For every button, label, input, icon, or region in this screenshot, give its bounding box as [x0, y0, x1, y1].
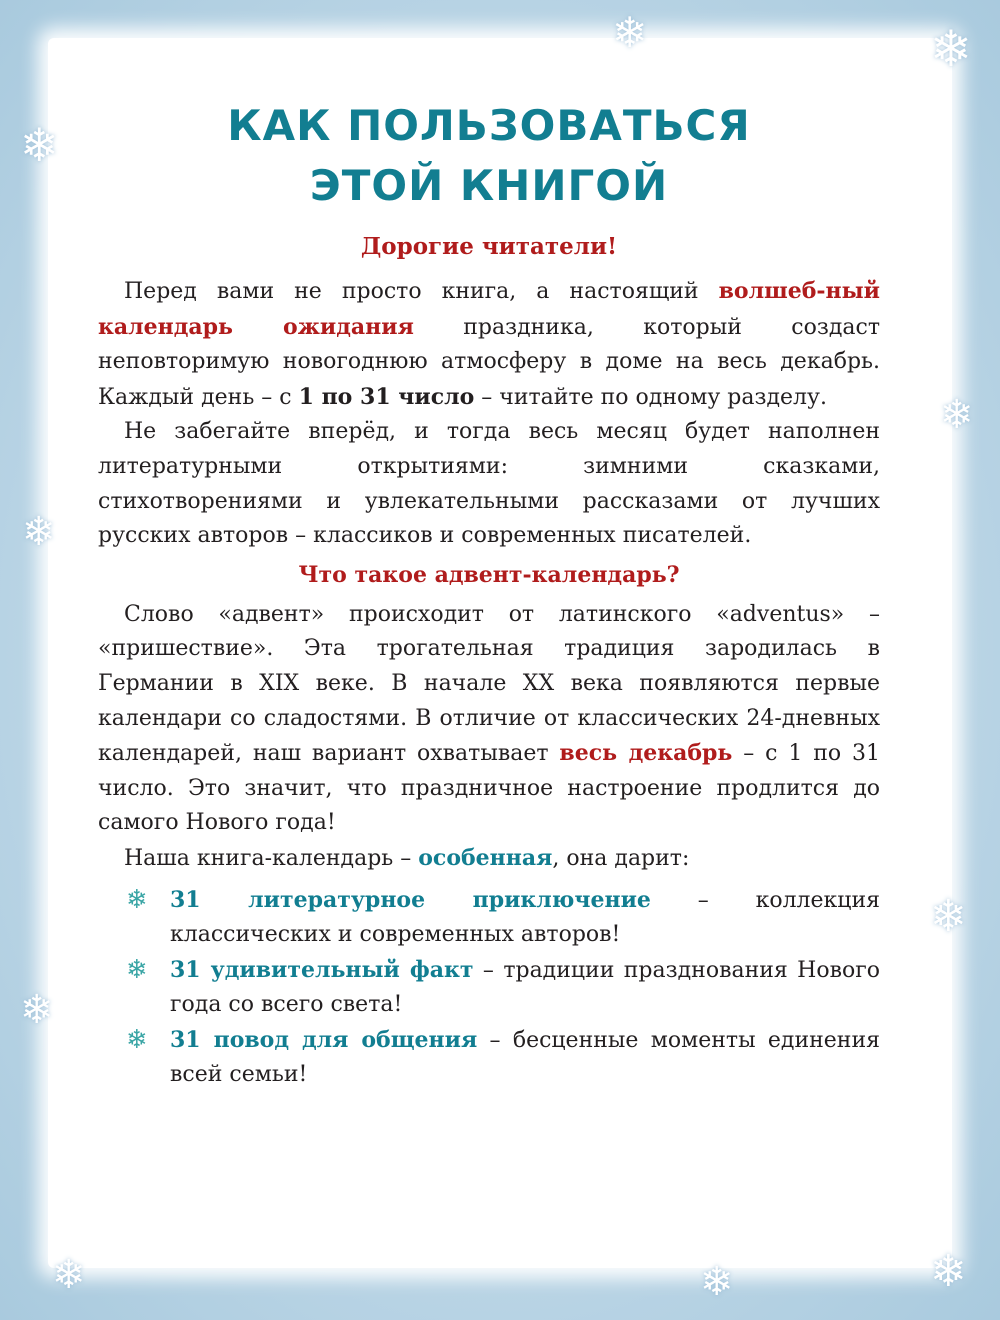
gift-highlight: 31 удивительный факт	[170, 956, 474, 983]
advent-heading: Что такое адвент-календарь?	[298, 561, 680, 588]
page-content	[98, 96, 880, 1093]
advent-paragraph	[98, 598, 880, 841]
intro-text-1: Перед вами не просто книга, а настоящий	[124, 279, 719, 304]
advent-text-1: Слово «адвент» происходит от латинского «adventus» – «пришествие». Эта трогательная традиция зародилась в Германии в XIX веке. В начале XX века появляются первые календари со сладостями. В отличие от классических 24-дневных календарей, наш вариант охватывает	[98, 601, 880, 767]
gifts-list	[98, 883, 880, 1094]
gift-highlight: 31 литературное приключение	[170, 886, 651, 913]
gift-text: – традиции празднования Нового года со всего света!	[170, 957, 880, 1018]
advent-text-2: – с 1 по 31 число. Это значит, что праздничное настроение продлится до самого Нового года!	[98, 741, 880, 836]
snowflake-icon: ❄	[52, 1252, 86, 1298]
snowflake-icon: ❄	[930, 891, 967, 942]
list-item	[98, 953, 880, 1023]
magic-calendar-highlight: волшеб-ный календарь ожидания	[98, 278, 880, 340]
snowflake-icon: ❄	[930, 1246, 967, 1297]
title-line-1: КАК ПОЛЬЗОВАТЬСЯ	[227, 101, 751, 150]
list-item	[98, 883, 880, 953]
snowflake-icon: ❄	[700, 1259, 734, 1305]
second-paragraph: Не забегайте вперёд, и тогда весь месяц будет наполнен литературными открытиями: зимними сказками, стихотворениями и увлекательными рассказами от лучших русских авторов – классиков и современных писателей.	[98, 419, 880, 549]
snowflake-icon: ❄	[940, 392, 974, 438]
special-highlight: особенная	[418, 844, 553, 871]
snowflake-icon: ❄	[126, 1024, 148, 1055]
gifts-intro-paragraph	[98, 841, 880, 877]
snowflake-icon: ❄	[22, 509, 56, 555]
title-line-2: ЭТОЙ КНИГОЙ	[309, 161, 669, 210]
snowflake-icon: ❄	[930, 20, 972, 78]
snowflake-icon: ❄	[20, 118, 59, 172]
intro-text-2: праздника, который создаст неповторимую новогоднюю атмосферу в доме на весь декабрь. Каждый день – с	[98, 314, 880, 410]
intro-text-3: – читайте по одному разделу.	[474, 384, 827, 410]
snowflake-icon: ❄	[126, 884, 148, 915]
intro-paragraph	[98, 274, 880, 415]
gift-text: – бесценные моменты единения всей семьи!	[170, 1027, 881, 1088]
snowflake-icon: ❄	[20, 987, 54, 1033]
whole-december-highlight: весь декабрь	[559, 740, 733, 767]
snowflake-icon: ❄	[126, 954, 148, 985]
gift-highlight: 31 повод для общения	[170, 1026, 478, 1053]
greeting-heading: Дорогие читатели!	[360, 233, 618, 260]
gift-text: – коллекция классических и современных авторов!	[170, 887, 880, 948]
page-title	[98, 96, 880, 216]
list-item	[98, 1023, 880, 1093]
gifts-intro-text-2: , она дарит:	[552, 845, 690, 871]
gifts-intro-text-1: Наша книга-календарь –	[124, 845, 419, 871]
snowflake-icon: ❄	[612, 8, 648, 57]
date-range-highlight: 1 по 31 число	[298, 383, 475, 410]
